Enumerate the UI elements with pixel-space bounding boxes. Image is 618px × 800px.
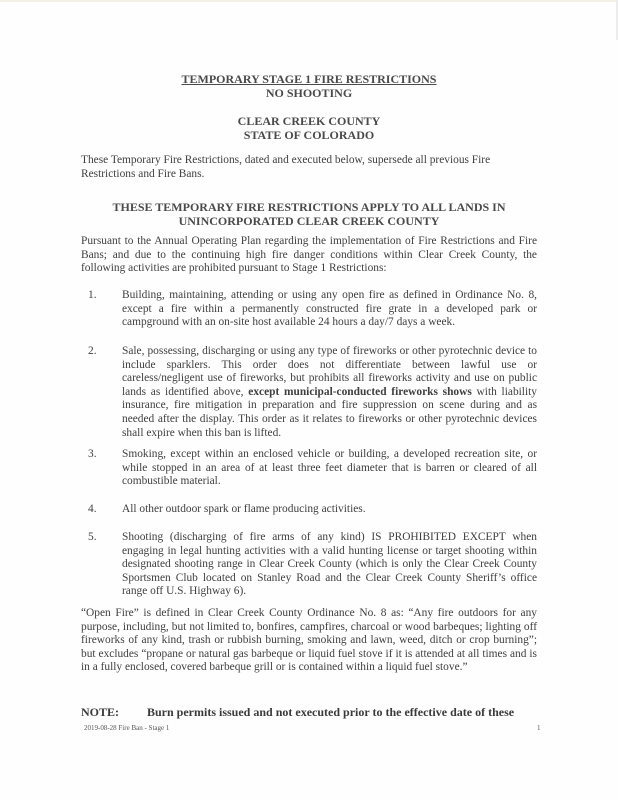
county-name: CLEAR CREEK COUNTY [237, 114, 381, 128]
item-number: 2. [88, 345, 97, 357]
applies-heading-line2: UNINCORPORATED CLEAR CREEK COUNTY [178, 214, 440, 228]
note-text: Burn permits issued and not executed prior to the effective date of these [147, 705, 515, 719]
item-text: Building, maintaining, attending or using any open fire as defined in Ordinance No. 8, except a fire within a permanently constructed fire grate in a developed park or campground with an on-site host available 24 hours a day/7 days a week. [122, 289, 537, 329]
item-text-bold: except municipal-conducted fireworks shows [248, 385, 472, 398]
open-fire-definition: “Open Fire” is defined in Clear Creek County Ordinance No. 8 as: “Any fire outdoors for any purpose, including, but not limited to, bonfires, campfires, charcoal or wood barbeques; lighting off fireworks of any kind, trash or rubbish burning, smoking and lawn, weed, ditch or crop burning”; but excludes “propane or natural gas barbeque or liquid fuel stove if it is attended at all times and is in a fully enclosed, covered barbeque grill or is contained within a liquid fuel stove.” [81, 607, 537, 674]
document-subtitle: NO SHOOTING [265, 86, 353, 100]
item-text: All other outdoor spark or flame producing activities. [122, 503, 366, 515]
item-text: Shooting (discharging of fire arms of any kind) IS PROHIBITED EXCEPT when engaging in legal hunting activities with a valid hunting license or target shooting within designated shooting range in Clear Creek County (which is only the Clear Creek County Sportsmen Club located on Stanley Road and the Clear Creek County Sheriff’s office range off U.S. Highway 6). [122, 531, 537, 598]
applies-heading-line1: THESE TEMPORARY FIRE RESTRICTIONS APPLY TO ALL LANDS IN [112, 200, 506, 214]
item-number: 3. [88, 448, 97, 460]
pursuant-paragraph: Pursuant to the Annual Operating Plan regarding the implementation of Fire Restrictions and Fire Bans; and due to the continuing high fire danger conditions within Clear Creek County, the following activities are prohibited pursuant to Stage 1 Restrictions: [81, 235, 537, 275]
item-number: 1. [88, 289, 97, 301]
item-text: Smoking, except within an enclosed vehicle or building, a developed recreation site, or while stopped in an area of at least three feet diameter that is barren or cleared of all combustible material. [122, 448, 537, 488]
item-text [122, 345, 537, 440]
note-label: NOTE: [81, 705, 120, 719]
item-text-part: Sale, possessing, discharging or using any type of fireworks or other pyrotechnic device to include sparklers. This order does not differentiate between lawful use or careless/negligent use of fireworks, but prohibits all fireworks activity and use on public lands as identified above, [122, 345, 537, 398]
item-text-part: with liability insurance, fire mitigation in preparation and fire suppression on scene during and as needed after the display. This order as it relates to fireworks or other pyrotechnic devices shall expire when this ban is lifted. [122, 385, 537, 439]
scan-edge-top [0, 0, 618, 2]
intro-paragraph: These Temporary Fire Restrictions, dated and executed below, supersede all previous Fire Restrictions and Fire Bans. [81, 154, 491, 180]
item-number: 5. [88, 531, 97, 543]
footer-doc-id: 2019-08-28 Fire Ban - Stage 1 [84, 724, 170, 732]
item-number: 4. [88, 503, 97, 515]
state-name: STATE OF COLORADO [243, 128, 375, 142]
page-number: 1 [537, 724, 541, 732]
document-title: TEMPORARY STAGE 1 FIRE RESTRICTIONS [181, 72, 437, 86]
